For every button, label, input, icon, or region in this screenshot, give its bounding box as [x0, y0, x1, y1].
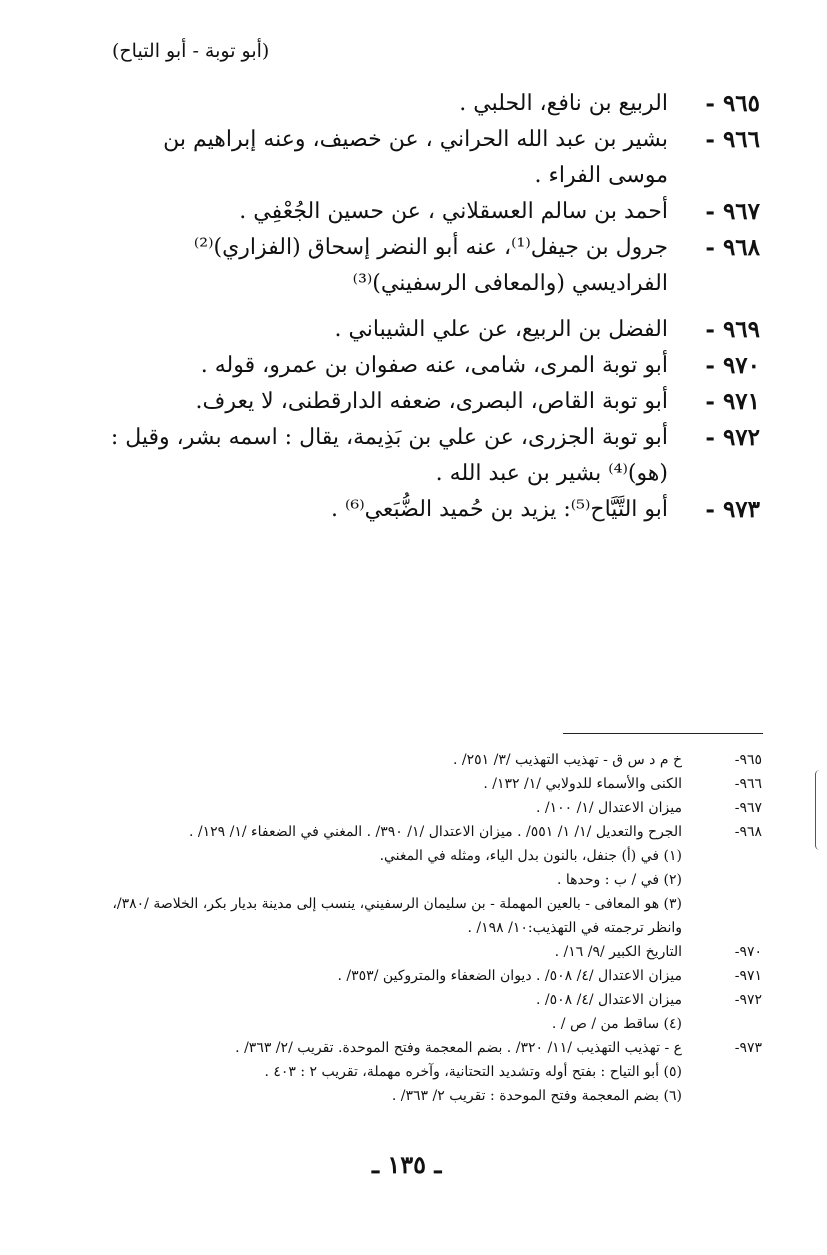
entry-number: ٩٦٥ - [705, 90, 760, 117]
entry-965 [100, 86, 760, 122]
entry-969 [100, 312, 760, 348]
entry-973 [100, 492, 760, 528]
entry-number: ٩٧١ - [705, 388, 760, 415]
entry-970 [100, 348, 760, 384]
entry-text: أبو توبة الجزرى، عن علي بن بَذِيمة، يقال : اسمه بشر، وقيل : (هو)⁽⁴⁾ بشير بن عبد الله . [110, 425, 668, 486]
margin-bracket-mark [815, 770, 824, 850]
footnote-text: ميزان الاعتدال /١/ ١٠٠/ . [536, 800, 682, 816]
footnotes-list [96, 748, 762, 1108]
footnote-971 [96, 964, 762, 988]
page-number: ـ ١٣٥ ـ [372, 1150, 442, 1179]
footnote-970 [96, 940, 762, 964]
entry-number: ٩٦٩ - [705, 316, 760, 343]
entry-text: أحمد بن سالم العسقلاني ، عن حسين الجُعْفِي . [239, 199, 668, 224]
footnote-973 [96, 1036, 762, 1060]
footnote-sub-2: (٢) في / ب : وحدها . [557, 872, 682, 888]
entry-number: ٩٦٧ - [705, 198, 760, 225]
entry-text: أبو توبة القاص، البصرى، ضعفه الدارقطنى، لا يعرف. [195, 389, 668, 414]
footnote-number: ٩٦٧- [734, 800, 762, 816]
footnote-sub-6: (٦) بضم المعجمة وفتح الموحدة : تقريب ٢/ ٣٦٣/ . [391, 1088, 682, 1104]
footnote-text: ع - تهذيب التهذيب /١١/ ٣٢٠/ . بضم المعجمة وفتح الموحدة. تقريب /٢/ ٣٦٣/ . [235, 1040, 682, 1056]
footnote-967 [96, 796, 762, 820]
entry-971 [100, 384, 760, 420]
entry-968 [100, 230, 760, 302]
entry-text: أبو التَّيَّاح⁽⁵⁾: يزيد بن حُميد الضُّبَعي⁽⁶⁾ . [330, 497, 668, 522]
footnote-number: ٩٧٠- [734, 944, 762, 960]
entry-number: ٩٦٨ - [705, 234, 760, 261]
footnote-number: ٩٦٥- [734, 752, 762, 768]
entry-text: جرول بن جيفل⁽¹⁾، عنه أبو النضر إسحاق (الفزاري)⁽²⁾ الفراديسي (والمعافى الرسفيني)⁽³⁾ [193, 235, 668, 296]
entry-966 [100, 122, 760, 194]
entry-text: الفضل بن الربيع، عن علي الشيباني . [334, 317, 668, 342]
footnote-text: الكنى والأسماء للدولابي /١/ ١٣٢/ . [483, 776, 682, 792]
entry-text: أبو توبة المرى، شامى، عنه صفوان بن عمرو، قوله . [200, 353, 668, 378]
footnote-number: ٩٧١- [734, 968, 762, 984]
entry-number: ٩٧٢ - [705, 424, 760, 451]
footnote-sub-1: (١) في (أ) جنفل، بالنون بدل الياء، ومثله في المغني. [379, 848, 682, 864]
footnote-text: التاريخ الكبير /٩/ ١٦/ . [554, 944, 682, 960]
entry-number: ٩٦٦ - [705, 126, 760, 153]
entry-text: بشير بن عبد الله الحراني ، عن خصيف، وعنه إبراهيم بن موسى الفراء . [163, 127, 668, 188]
footnote-sub-5: (٥) أبو التياح : بفتح أوله وتشديد التحتانية، وآخره مهملة، تقريب ٢ : ٤٠٣ . [264, 1064, 682, 1080]
footnote-number: ٩٧٣- [734, 1040, 762, 1056]
footnote-divider [563, 733, 763, 734]
footnote-sub-4: (٤) ساقط من / ص / . [551, 1016, 682, 1032]
running-header: (أبو توبة - أبو التياح) [112, 40, 270, 62]
footnote-text: ميزان الاعتدال /٤/ ٥٠٨/ . [536, 992, 682, 1008]
footnote-965 [96, 748, 762, 772]
entry-number: ٩٧٠ - [705, 352, 760, 379]
footnote-972 [96, 988, 762, 1012]
footnote-966 [96, 772, 762, 796]
entry-text: الربيع بن نافع، الحلبي . [459, 91, 668, 116]
footnote-number: ٩٦٦- [734, 776, 762, 792]
footnote-text: خ م د س ق - تهذيب التهذيب /٣/ ٢٥١/ . [453, 752, 682, 768]
entry-967 [100, 194, 760, 230]
footnote-number: ٩٧٢- [734, 992, 762, 1008]
entry-number: ٩٧٣ - [705, 496, 760, 523]
footnote-sub-3: (٣) هو المعافى - بالعين المهملة - بن سليمان الرسفيني، ينسب إلى مدينة بديار بكر، الخلاصة /٣٨٠/، وانظر ترجمته في التهذيب:١٠/ ١٩٨/ . [112, 896, 682, 936]
footnote-number: ٩٦٨- [734, 824, 762, 840]
entry-972 [100, 420, 760, 492]
footnote-text: ميزان الاعتدال /٤/ ٥٠٨/ . ديوان الضعفاء والمتروكين /٣٥٣/ . [337, 968, 682, 984]
entries-list [100, 86, 760, 528]
footnote-text: الجرح والتعديل /١/ ١/ ٥٥١/ . ميزان الاعتدال /١/ ٣٩٠/ . المغني في الضعفاء /١/ ١٢٩/ . [189, 824, 682, 840]
footnote-968 [96, 820, 762, 844]
